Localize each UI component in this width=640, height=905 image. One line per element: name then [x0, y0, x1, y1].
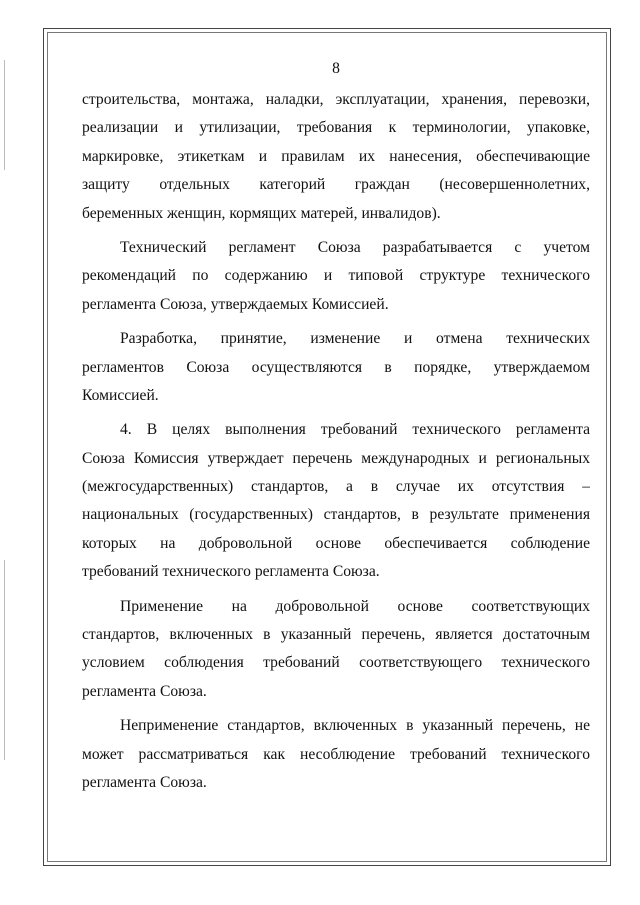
text-line: 4. В целях выполнения требований технического регламента [120, 421, 590, 439]
text-line: Применение на добровольной основе соответствующих [120, 597, 590, 615]
page-number: 8 [332, 60, 340, 77]
text-line: стандартов, включенных в указанный перечень, является достаточным [82, 626, 590, 644]
text-line: Союза Комиссия утверждает перечень международных и региональных [82, 449, 590, 467]
text-line: маркировке, этикеткам и правилам их нанесения, обеспечивающие [82, 147, 590, 165]
scan-edge-mark [4, 60, 5, 170]
text-line: Разработка, принятие, изменение и отмена технических [120, 330, 590, 348]
text-line: условием соблюдения требований соответствующего технического [82, 654, 590, 672]
text-line: Технический регламент Союза разрабатывается с учетом [120, 238, 590, 256]
text-line: может рассматриваться как несоблюдение требований технического [82, 745, 590, 763]
text-line: Неприменение стандартов, включенных в указанный перечень, не [120, 717, 590, 735]
text-line: защиту отдельных категорий граждан (несовершеннолетних, [82, 176, 590, 194]
text-line: национальных (государственных) стандартов, в результате применения [82, 506, 590, 524]
paragraph [82, 325, 590, 410]
paragraph [82, 234, 590, 319]
document-body [82, 86, 590, 797]
paragraph [82, 593, 590, 707]
paragraph [82, 712, 590, 797]
text-line: требований технического регламента Союза. [82, 563, 380, 581]
text-line: регламента Союза. [82, 682, 207, 700]
text-line: регламента Союза. [82, 773, 207, 791]
text-line: которых на добровольной основе обеспечивается соблюдение [82, 534, 590, 552]
text-line: регламента Союза, утверждаемых Комиссией. [82, 295, 389, 313]
text-line: Комиссией. [82, 386, 159, 404]
paragraph [82, 86, 590, 228]
text-line: беременных женщин, кормящих матерей, инвалидов). [82, 204, 441, 222]
text-line: (межгосударственных) стандартов, а в случае их отсутствия – [82, 478, 590, 496]
text-line: рекомендаций по содержанию и типовой структуре технического [82, 267, 590, 285]
paragraph [82, 416, 590, 586]
text-line: реализации и утилизации, требования к терминологии, упаковке, [82, 119, 590, 137]
text-line: строительства, монтажа, наладки, эксплуатации, хранения, перевозки, [82, 91, 590, 108]
scan-edge-mark [4, 560, 5, 760]
text-line: регламентов Союза осуществляются в порядке, утверждаемом [82, 358, 590, 376]
document-page [82, 58, 590, 797]
